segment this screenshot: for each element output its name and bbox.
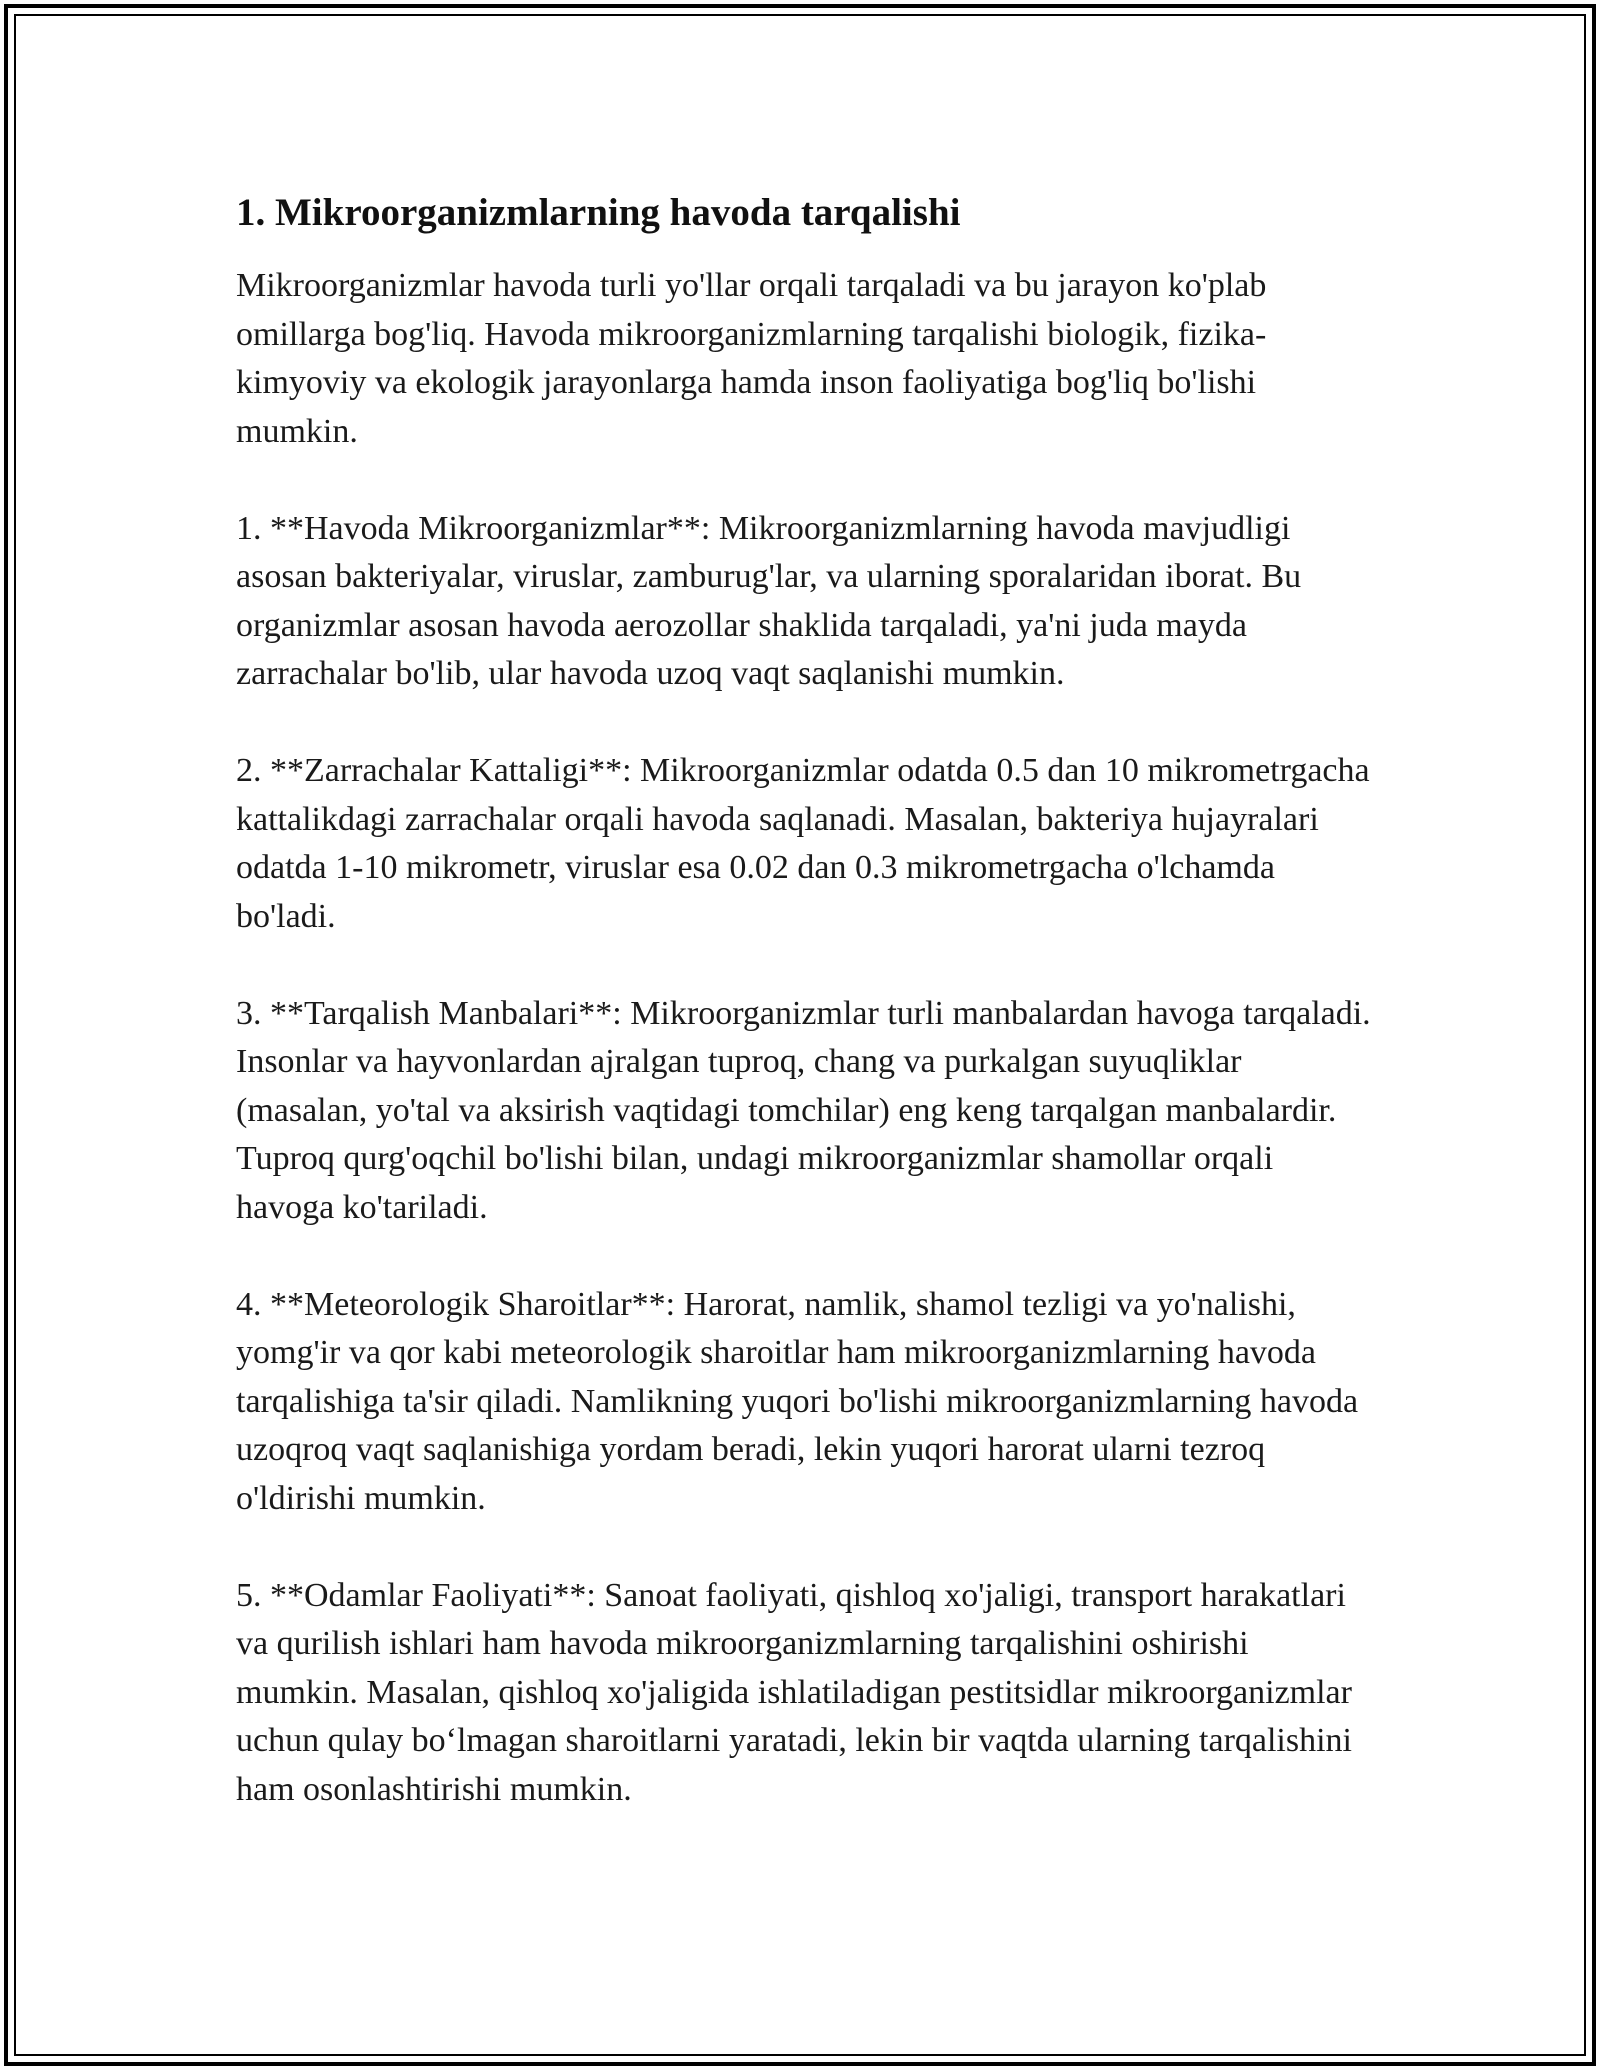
paragraph-airborne-microorganisms: 1. **Havoda Mikroorganizmlar**: Mikroorganizmlarning havoda mavjudligi asosan bakteriyalar, viruslar, zamburug'lar, va ularning sporalaridan iborat. Bu organizmlar asosan havoda aerozollar shaklida tarqaladi, ya'ni juda mayda zarrachalar bo'lib, ular havoda uzoq vaqt saqlanishi mumkin. <box>236 509 1302 692</box>
paragraph-particle-size: 2. **Zarrachalar Kattaligi**: Mikroorganizmlar odatda 0.5 dan 10 mikrometrgacha kattalikdagi zarrachalar orqali havoda saqlanadi. Masalan, bakteriya hujayralari odatda 1-10 mikrometr, viruslar esa 0.02 dan 0.3 mikrometrgacha o'lchamda bo'ladi. <box>236 752 1370 935</box>
intro-paragraph: Mikroorganizmlar havoda turli yo'llar orqali tarqaladi va bu jarayon ko'plab omillarga bog'liq. Havoda mikroorganizmlarning tarqalishi biologik, fizika-kimyoviy va ekologik jarayonlarga hamda inson faoliyatiga bog'liq bo'lishi mumkin. <box>236 267 1267 450</box>
paragraph-spread-sources: 3. **Tarqalish Manbalari**: Mikroorganizmlar turli manbalardan havoga tarqaladi. Insonlar va hayvonlardan ajralgan tuproq, chang va purkalgan suyuqliklar (masalan, yo'tal va aksirish vaqtidagi tomchilar) eng keng tarqalgan manbalardir. Tuproq qurg'oqchil bo'lishi bilan, undagi mikroorganizmlar shamollar orqali havoga ko'tariladi. <box>236 994 1371 1226</box>
paragraph-human-activity: 5. **Odamlar Faoliyati**: Sanoat faoliyati, qishloq xo'jaligi, transport harakatlari va qurilish ishlari ham havoda mikroorganizmlarning tarqalishini oshirishi mumkin. Masalan, qishloq xo'jaligida ishlatiladigan pestitsidlar mikroorganizmlar uchun qulay bo‘lmagan sharoitlarni yaratadi, lekin bir vaqtda ularning tarqalishini ham osonlashtirishi mumkin. <box>236 1576 1353 1808</box>
document-body <box>236 188 1376 1863</box>
document-title: 1. Mikroorganizmlarning havoda tarqalishi <box>236 191 961 234</box>
paragraph-meteorological-conditions: 4. **Meteorologik Sharoitlar**: Harorat, namlik, shamol tezligi va yo'nalishi, yomg'ir va qor kabi meteorologik sharoitlar ham mikroorganizmlarning havoda tarqalishiga ta'sir qiladi. Namlikning yuqori bo'lishi mikroorganizmlarning havoda uzoqroq vaqt saqlanishiga yordam beradi, lekin yuqori harorat ularni tezroq o'ldirishi mumkin. <box>236 1285 1359 1517</box>
